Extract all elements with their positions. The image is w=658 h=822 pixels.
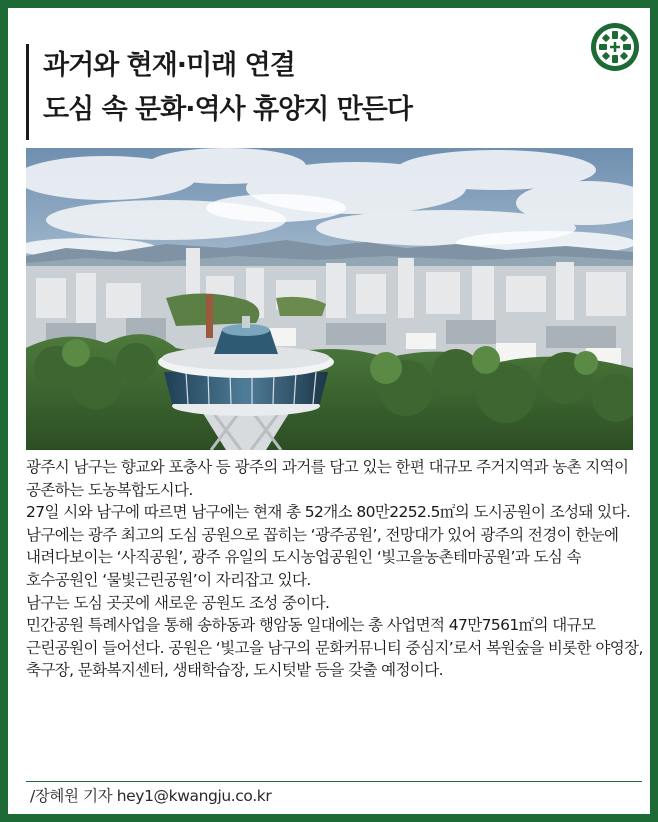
article-paragraph: 남구에는 광주 최고의 도심 공원으로 꼽히는 ‘광주공원’, 전망대가 있어 광주의 전경이 한눈에 내려다보이는 ‘사직공원’, 광주 유일의 도시농업공원인 ‘빛고을농촌테마공원’과 도심 속 호수공원인 ‘물빛근린공원’이 자리잡고 있다. <box>26 525 619 589</box>
article-paragraph: 남구는 도심 곳곳에 새로운 공원도 조성 중이다. <box>26 593 330 612</box>
headline-line-2: 도심 속 문화·역사 휴양지 만든다 <box>43 94 412 125</box>
headline <box>26 44 546 140</box>
byline-divider <box>26 781 642 782</box>
article-paragraph: 광주시 남구는 향교와 포충사 등 광주의 과거를 담고 있는 한편 대규모 주거지역과 농촌 지역이 공존하는 도농복합도시다. <box>26 458 629 499</box>
article-body <box>26 456 646 682</box>
city-emblem-icon <box>590 22 640 72</box>
city-observatory-photo <box>26 148 633 450</box>
headline-line-1: 과거와 현재·미래 연결 <box>43 50 295 81</box>
article-paragraph: 민간공원 특례사업을 통해 송하동과 행암동 일대에는 총 사업면적 47만7561㎡의 대규모 근린공원이 들어선다. 공원은 ‘빛고을 남구의 문화커뮤니티 중심지’로서 복원숲을 비롯한 야영장, 축구장, 문화복지센터, 생태학습장, 도시텃밭 등을 갖출 예정이다. <box>26 616 643 680</box>
byline: /장혜원 기자 hey1@kwangju.co.kr <box>30 787 272 805</box>
article-paragraph: 27일 시와 남구에 따르면 남구에는 현재 총 52개소 80만2252.5㎡의 도시공원이 조성돼 있다. <box>26 503 631 522</box>
